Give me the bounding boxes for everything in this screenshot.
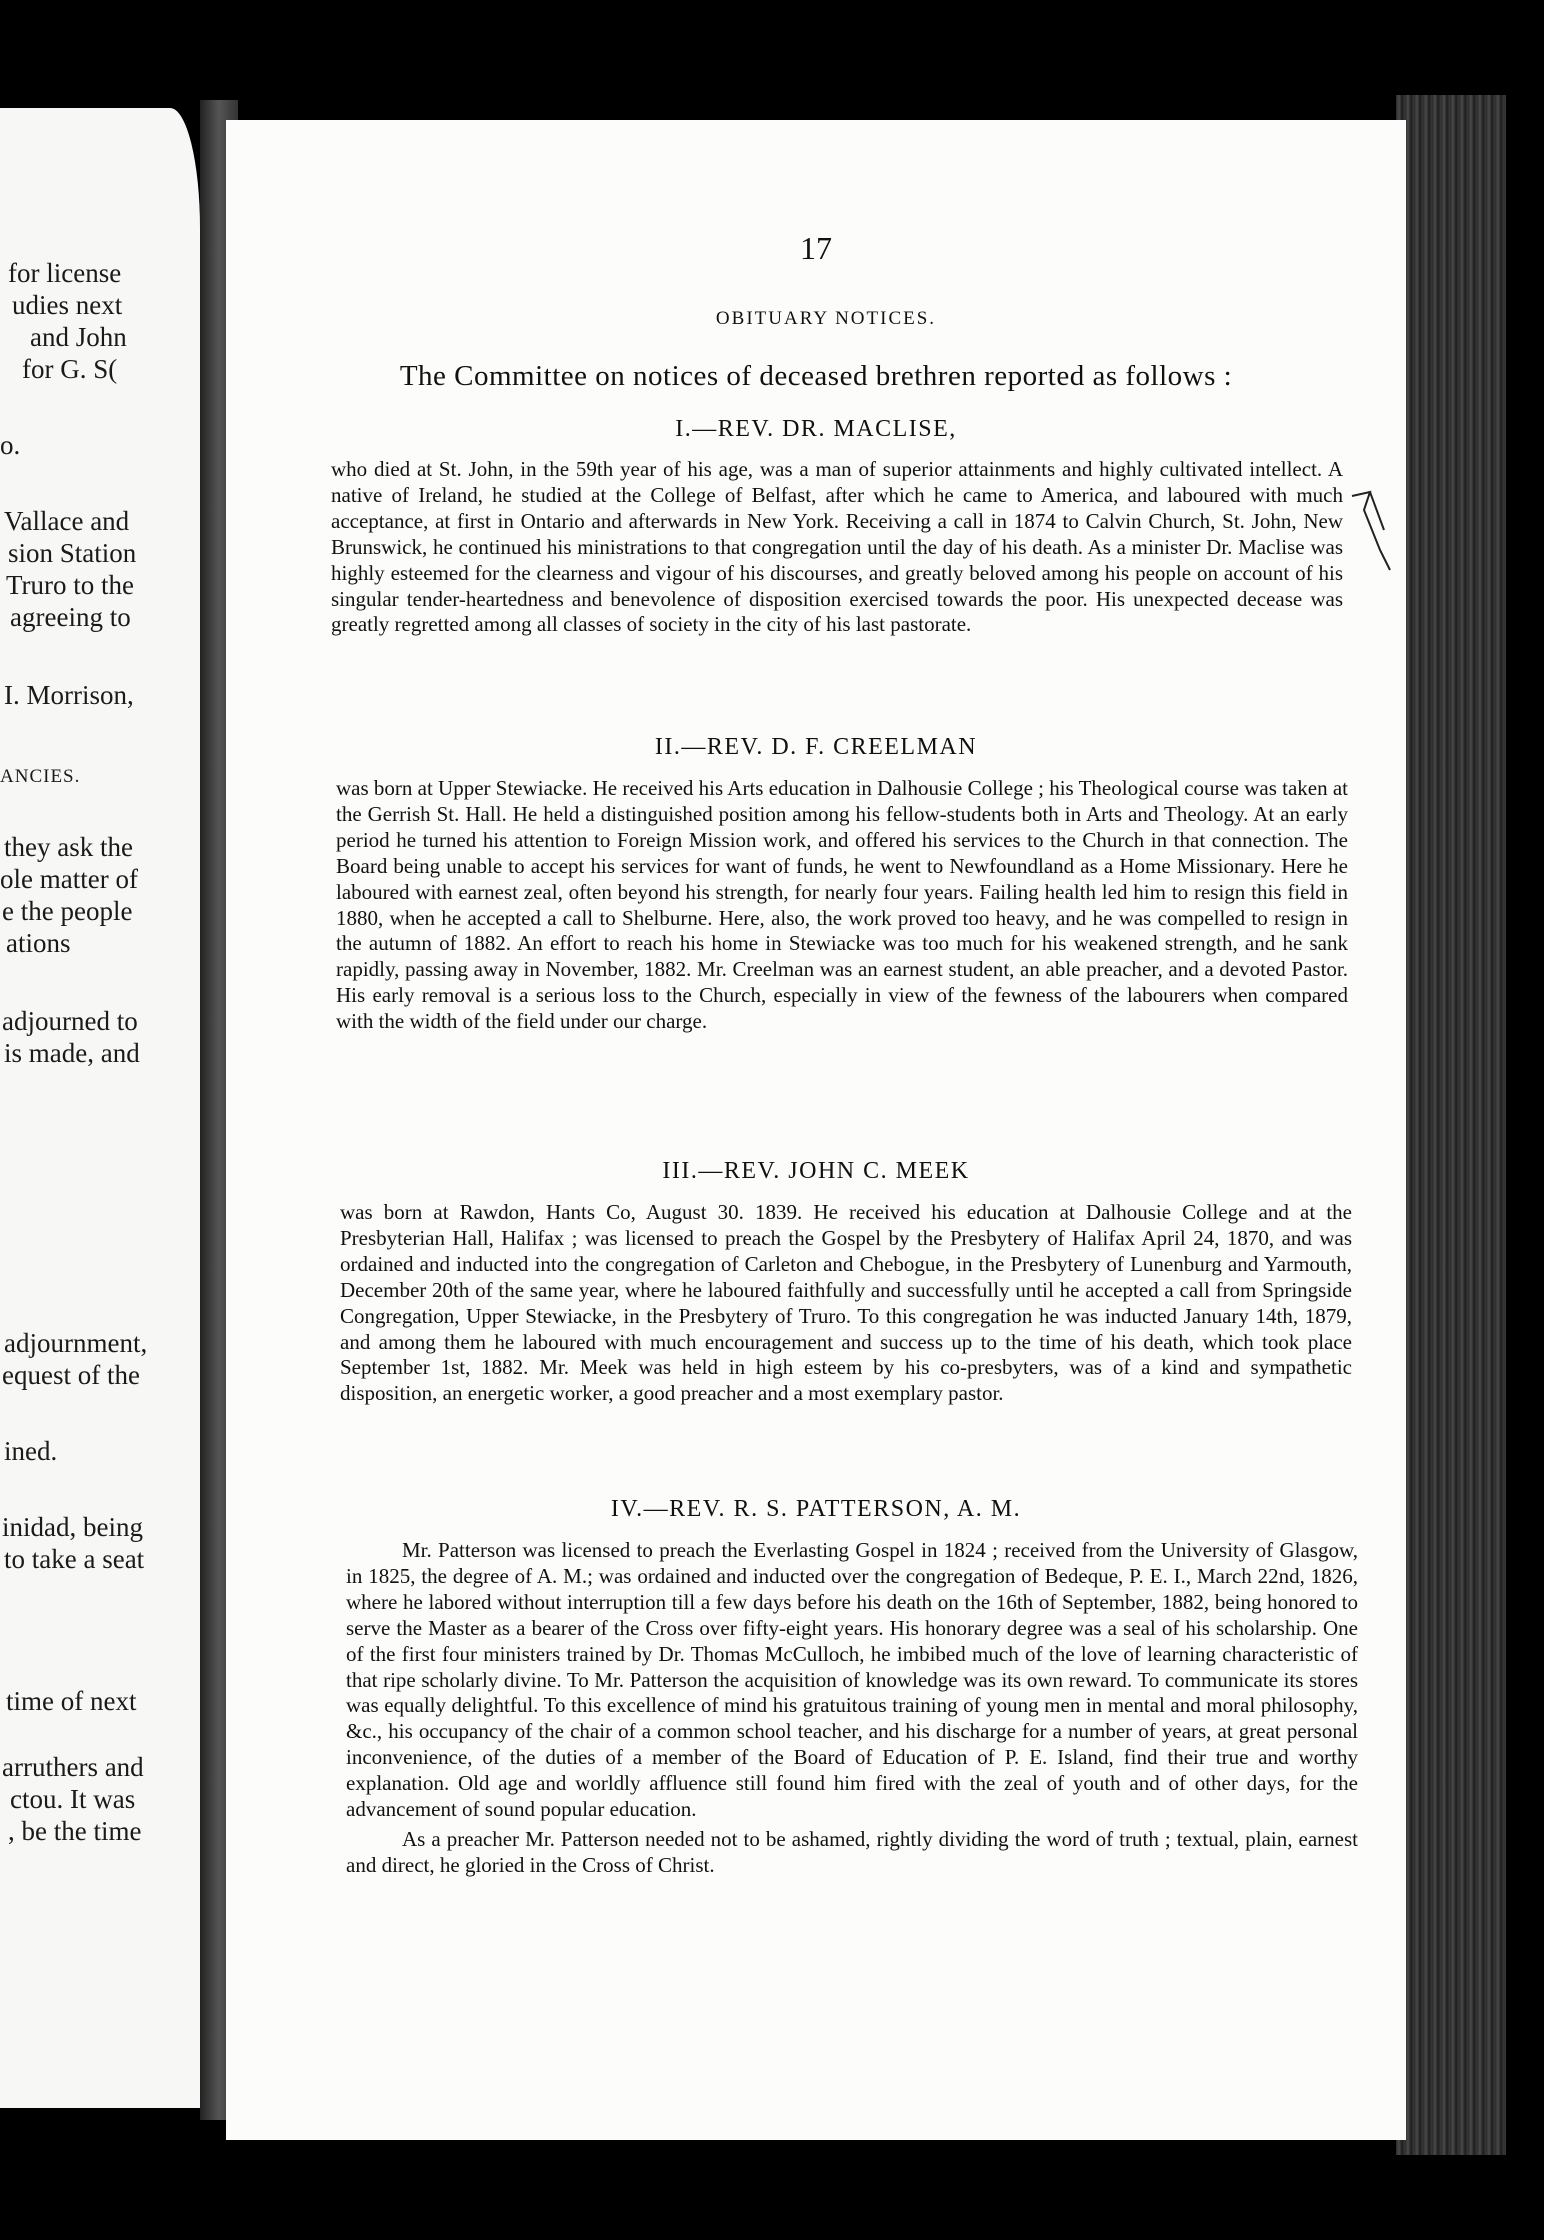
document-page (226, 120, 1406, 2140)
left-page-line: adjourned to (2, 1006, 138, 1036)
left-page-line: time of next (6, 1686, 137, 1716)
left-page-line: ctou. It was (10, 1784, 136, 1814)
left-page-line: equest of the (2, 1360, 140, 1390)
left-page-line: Truro to the (6, 570, 135, 600)
page-number: 17 (800, 230, 832, 266)
notice-heading-creelman: II.—REV. D. F. CREELMAN (654, 734, 978, 760)
left-page-line: Vallace and (4, 506, 130, 536)
left-page-line: sion Station (8, 538, 137, 568)
left-page-line: ined. (4, 1436, 58, 1466)
left-page-line: arruthers and (2, 1752, 144, 1782)
left-page-line: inidad, being (2, 1512, 143, 1542)
left-page-line: ole matter of (0, 864, 138, 894)
notice-body-patterson (346, 1538, 1358, 1879)
notice-body-creelman (336, 776, 1348, 1035)
left-page-line: ations (6, 928, 71, 958)
intro-line: The Committee on notices of deceased brethren reported as follows : (399, 360, 1233, 392)
margin-scribble (1350, 490, 1410, 600)
left-page-line: to take a seat (4, 1544, 145, 1574)
notice-body-meek (340, 1200, 1352, 1407)
left-facing-page (0, 108, 200, 2108)
left-page-line: for G. S( (22, 354, 118, 384)
notice-heading-patterson: IV.—REV. R. S. PATTERSON, A. M. (610, 1496, 1022, 1522)
notice-paragraph: who died at St. John, in the 59th year of his age, was a man of superior attainments and highly cultivated intellect. A native of Ireland, he studied at the College of Belfast, after which he came to America, and laboured with much acceptance, at first in Ontario and afterwards in New York. Receiving a call in 1874 to Calvin Church, St. John, New Brunswick, he continued his ministrations to that congregation until the day of his death. As a minister Dr. Maclise was highly esteemed for the clearness and vigour of his discourses, and greatly beloved among his people on account of his singular tender-heartedness and benevolence of disposition exercised towards the poor. His unexpected decease was greatly regretted among all classes of society in the city of his last pastorate. (331, 457, 1343, 637)
notice-paragraph: was born at Upper Stewiacke. He received his Arts education in Dalhousie College ; his Theological course was taken at the Gerrish St. Hall. He held a distinguished position among his fellow-students both in Arts and Theology. At an early period he turned his attention to Foreign Mission work, and offered his services to the Church in that connection. The Board being unable to accept his services for want of funds, he went to Newfoundland as a Home Missionary. Here he laboured with earnest zeal, often beyond his strength, for nearly four years. Failing health led him to resign this field in 1880, when he accepted a call to Shelburne. Here, also, the work proved too heavy, and he was compelled to resign in the autumn of 1882. An effort to reach his home in Stewiacke was too much for his weakened strength, and he sank rapidly, passing away in November, 1882. Mr. Creelman was an earnest student, an able preacher, and a devoted Pastor. His early removal is a serious loss to the Church, especially in view of the fewness of the labourers when compared with the width of the field under our charge. (336, 776, 1348, 1034)
notice-heading-maclise: I.—REV. DR. MACLISE, (675, 416, 957, 442)
left-page-line: is made, and (4, 1038, 140, 1068)
left-page-line: for license (8, 258, 122, 288)
left-page-line: they ask the (4, 832, 133, 862)
notice-heading-meek: III.—REV. JOHN C. MEEK (662, 1158, 970, 1184)
page-edge-stack (1396, 95, 1506, 2155)
notice-paragraph: was born at Rawdon, Hants Co, August 30. 1839. He received his education at Dalhousie College and at the Presbyterian Hall, Halifax ; was licensed to preach the Gospel by the Presbytery of Halifax April 24, 1870, and was ordained and inducted into the congregation of Carleton and Chebogue, in the Presbytery of Lunenburg and Yarmouth, December 20th of the same year, where he laboured faithfully and successfully until he accepted a call from Springside Congregation, Upper Stewiacke, in the Presbytery of Truro. To this congregation he was inducted January 14th, 1879, and among them he laboured with much encouragement and success up to the time of his death, which took place September 1st, 1882. Mr. Meek was held in high esteem by his co-presbyters, was of a kind and sympathetic disposition, an energetic worker, a good preacher and a most exemplary pastor. (340, 1200, 1352, 1406)
left-page-line: I. Morrison, (4, 680, 134, 710)
left-page-line: agreeing to (10, 602, 131, 632)
notice-paragraph: Mr. Patterson was licensed to preach the Everlasting Gospel in 1824 ; received from the University of Glasgow, in 1825, the degree of A. M.; was ordained and inducted over the congregation of Bedeque, P. E. I., March 22nd, 1826, where he labored without interruption till a few days before his death on the 16th of September, 1882, being honored to serve the Master as a bearer of the Cross over fifty-eight years. His honorary degree was a seal of his scholarship. One of the first four ministers trained by Dr. Thomas McCulloch, he imbibed much of the love of learning characteristic of that ripe scholarly divine. To Mr. Patterson the acquisition of knowledge was its own reward. To communicate its stores was equally delightful. To this excellence of mind his gratuitous training of young men in mental and moral philosophy, &c., his occupancy of the chair of a common school teacher, and his discharge for a number of years, at great personal inconvenience, of the duties of a member of the Board of Education of P. E. Island, find their true and worthy explanation. Old age and worldly affluence still found him fired with the zeal of youth and of other days, for the advancement of sound popular education. (346, 1538, 1358, 1822)
left-page-line: e the people (2, 896, 133, 926)
section-title: OBITUARY NOTICES. (715, 308, 937, 329)
left-page-line: , be the time (8, 1816, 142, 1846)
notice-body-maclise (331, 457, 1343, 638)
notice-paragraph: As a preacher Mr. Patterson needed not to be ashamed, rightly dividing the word of truth ; textual, plain, earnest and direct, he gloried in the Cross of Christ. (346, 1826, 1358, 1877)
left-page-line: o. (0, 430, 21, 460)
left-page-line: and John (30, 322, 127, 352)
left-page-line: udies next (12, 290, 123, 320)
left-page-line: adjournment, (4, 1328, 148, 1358)
left-page-line: ANCIES. (0, 766, 81, 787)
